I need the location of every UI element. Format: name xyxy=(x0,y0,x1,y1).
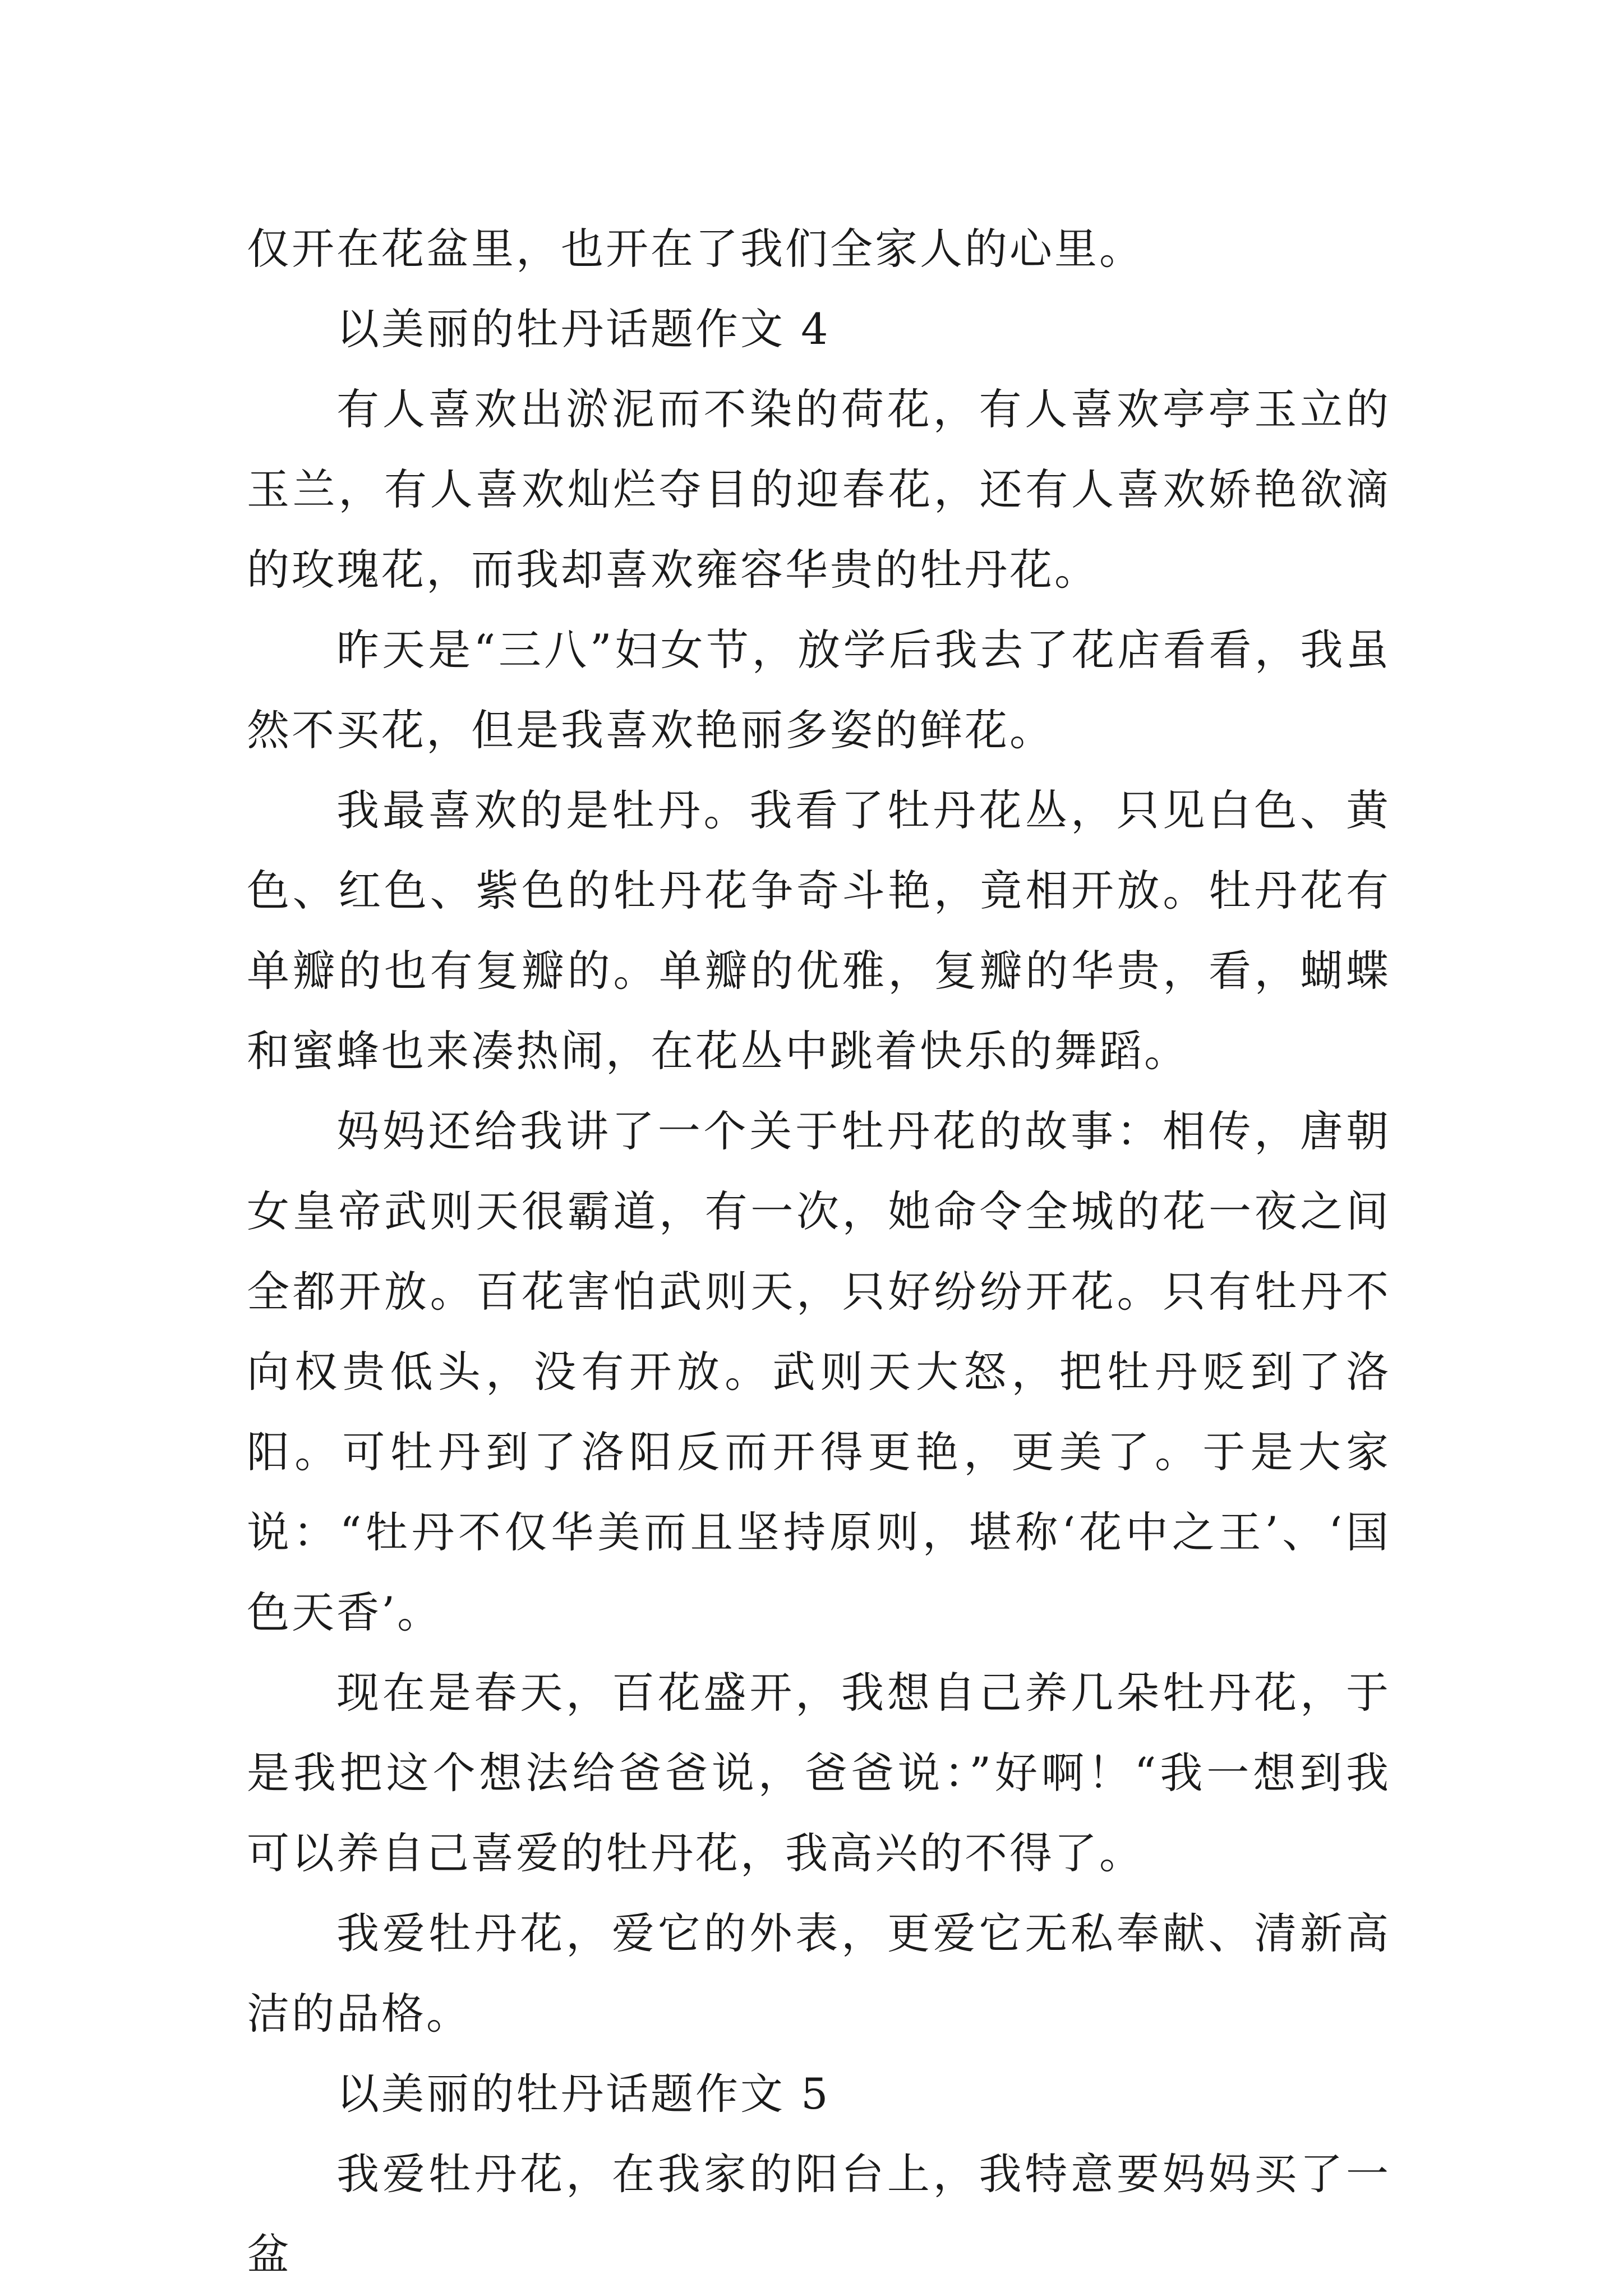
paragraph: 我最喜欢的是牡丹。我看了牡丹花丛，只见白色、黄色、红色、紫色的牡丹花争奇斗艳，竟相开放。牡丹花有单瓣的也有复瓣的。单瓣的优雅，复瓣的华贵，看，蝴蝶和蜜蜂也来凑热闹，在花丛中跳着快乐的舞蹈。 xyxy=(247,785,1391,1076)
essay-heading-5: 以美丽的牡丹话题作文 5 xyxy=(336,2069,831,2119)
essay-heading-4: 以美丽的牡丹话题作文 4 xyxy=(336,304,831,354)
paragraph-continuation: 仅开在花盆里，也开在了我们全家人的心里。 xyxy=(247,224,1144,274)
paragraph: 昨天是“三八”妇女节，放学后我去了花店看看，我虽然不买花，但是我喜欢艳丽多姿的鲜花。 xyxy=(247,625,1391,755)
paragraph: 有人喜欢出淤泥而不染的荷花，有人喜欢亭亭玉立的玉兰，有人喜欢灿烂夺目的迎春花，还有人喜欢娇艳欲滴的玫瑰花，而我却喜欢雍容华贵的牡丹花。 xyxy=(247,384,1391,595)
document-body xyxy=(247,209,1391,2294)
paragraph: 现在是春天，百花盛开，我想自己养几朵牡丹花，于是我把这个想法给爸爸说，爸爸说：”好啊！“我一想到我可以养自己喜爱的牡丹花，我高兴的不得了。 xyxy=(247,1668,1391,1878)
paragraph: 妈妈还给我讲了一个关于牡丹花的故事：相传，唐朝女皇帝武则天很霸道，有一次，她命令全城的花一夜之间全都开放。百花害怕武则天，只好纷纷开花。只有牡丹不向权贵低头，没有开放。武则天大怒，把牡丹贬到了洛阳。可牡丹到了洛阳反而开得更艳，更美了。于是大家说：“牡丹不仅华美而且坚持原则，堪称‘花中之王’、‘国色天香’。 xyxy=(247,1106,1391,1637)
paragraph: 我爱牡丹花，在我家的阳台上，我特意要妈妈买了一盆 xyxy=(247,2149,1391,2279)
paragraph: 我爱牡丹花，爱它的外表，更爱它无私奉献、清新高洁的品格。 xyxy=(247,1908,1391,2039)
